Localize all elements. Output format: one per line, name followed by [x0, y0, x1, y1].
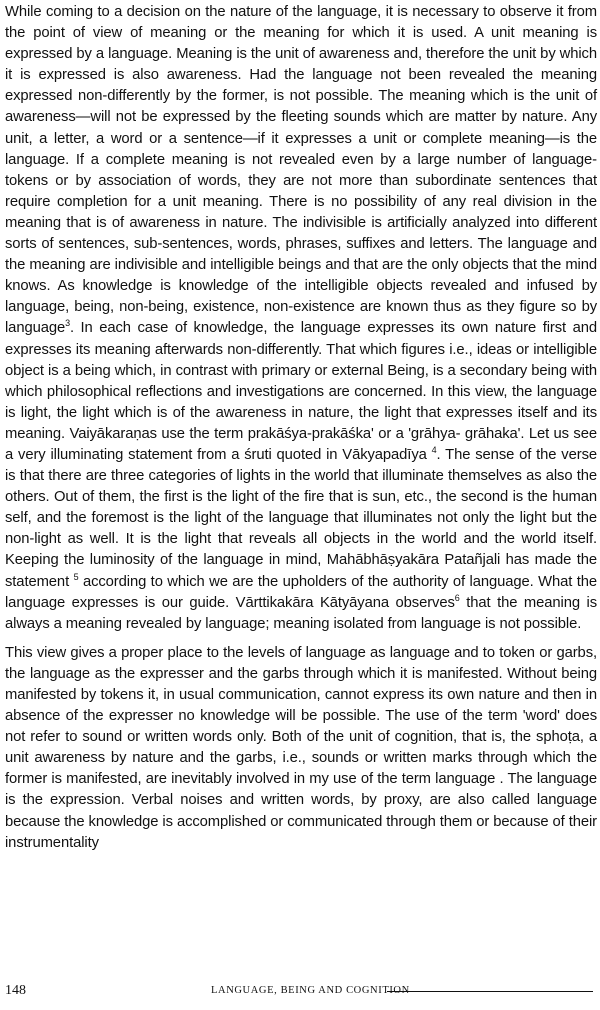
paragraph-1 — [5, 2, 597, 635]
paragraph-1-text-b: . In each case of knowledge, the language expresses its own nature first and expresses its meaning afterwards non-differently. That which figures i.e., ideas or intelligible object is a being which, in contrast with primary or external Being, is a secondary being with which philosophical reflections and investigations are concerned. In this view, the language is light, the light which is of the awareness in nature, the light that expresses itself and its meaning. Vaiyākaraṇas use the term prakāśya-prakāśka' or a 'grāhya- grāhaka'. Let us see a very illuminating statement from a śruti quoted in Vākyapadīya — [5, 320, 597, 463]
page-body — [5, 2, 597, 854]
paragraph-1-text-c: . The sense of the verse is that there are three categories of lights in the world that illuminate themselves as also the others. Out of them, the first is the light of the fire that is sun, etc., the second is the human self, and the foremost is the light of the language that illuminates not only the light but the non-light as well. It is the light that reveals all objects in the world and the world itself. Keeping the luminosity of the language in mind, Mahābhāṣyakāra Patañjali has made the statement — [5, 446, 597, 590]
footnote-ref-3: 3 — [65, 318, 70, 329]
running-title: LANGUAGE, BEING AND COGNITION — [211, 985, 410, 996]
page-footer — [5, 983, 595, 999]
paragraph-1-text-e: that the meaning is always a meaning revealed by language; meaning isolated from language is not possible. — [5, 594, 598, 632]
footnote-ref-6: 6 — [454, 592, 460, 603]
paragraph-2 — [5, 643, 597, 854]
footer-rule — [387, 991, 593, 992]
paragraph-1-text-a: While coming to a decision on the nature of the language, it is necessary to observe it from the point of view of meaning or the meaning for which it is used. A unit meaning is expressed by a language. Meaning is the unit of awareness and, therefore the unit by which it is expressed is also awareness. Had the language not been revealed the meaning expressed non-differently by the former, is not possible. The meaning which is the unit of awareness—will not be expressed by the fleeting sounds which are matter by nature. Any unit, a letter, a word or a sentence—if it expresses a unit or complete meaning—is the language. If a complete meaning is not revealed even by a large number of language-tokens or by association of words, they are not more than subordinate sentences that require completion for a unit meaning. There is no possibility of any real division in the meaning that is of awareness in nature. The indivisible is artificially analyzed into different sorts of sentences, sub-sentences, words, phrases, suffixes and letters. The language and the meaning are indivisible and intelligible beings and that are the only objects that the mind knows. As knowledge is knowledge of the intelligible objects revealed and infused by language, being, non-being, existence, non-existence are known thus as they figure so by language — [5, 4, 597, 337]
paragraph-2-text: This view gives a proper place to the levels of language as language and to token or garbs, the language as the expresser and the garbs through which it is manifested. Without being manifested by tokens it, in usual communication, cannot express its own nature and then in absence of the expresser no knowledge will be possible. The use of the term 'word' does not refer to sound or written words only. Both of the unit of cognition, that is, the sphoṭa, a unit awareness by nature and the garbs, i.e., sounds or written marks through which the former is manifested, are inevitably involved in my use of the term language . The language is the expression. Verbal noises and written words, by proxy, are also called language because the knowledge is accomplished or communicated through them or because of their instrumentality — [5, 644, 597, 851]
page-number: 148 — [5, 983, 26, 998]
paragraph-1-text-d: according to which we are the upholders of the authority of language. What the language expresses is our guide. Vārttikakāra Kātyāyana observes — [5, 573, 597, 611]
footnote-ref-4: 4 — [431, 445, 437, 456]
footnote-ref-5: 5 — [73, 571, 79, 582]
